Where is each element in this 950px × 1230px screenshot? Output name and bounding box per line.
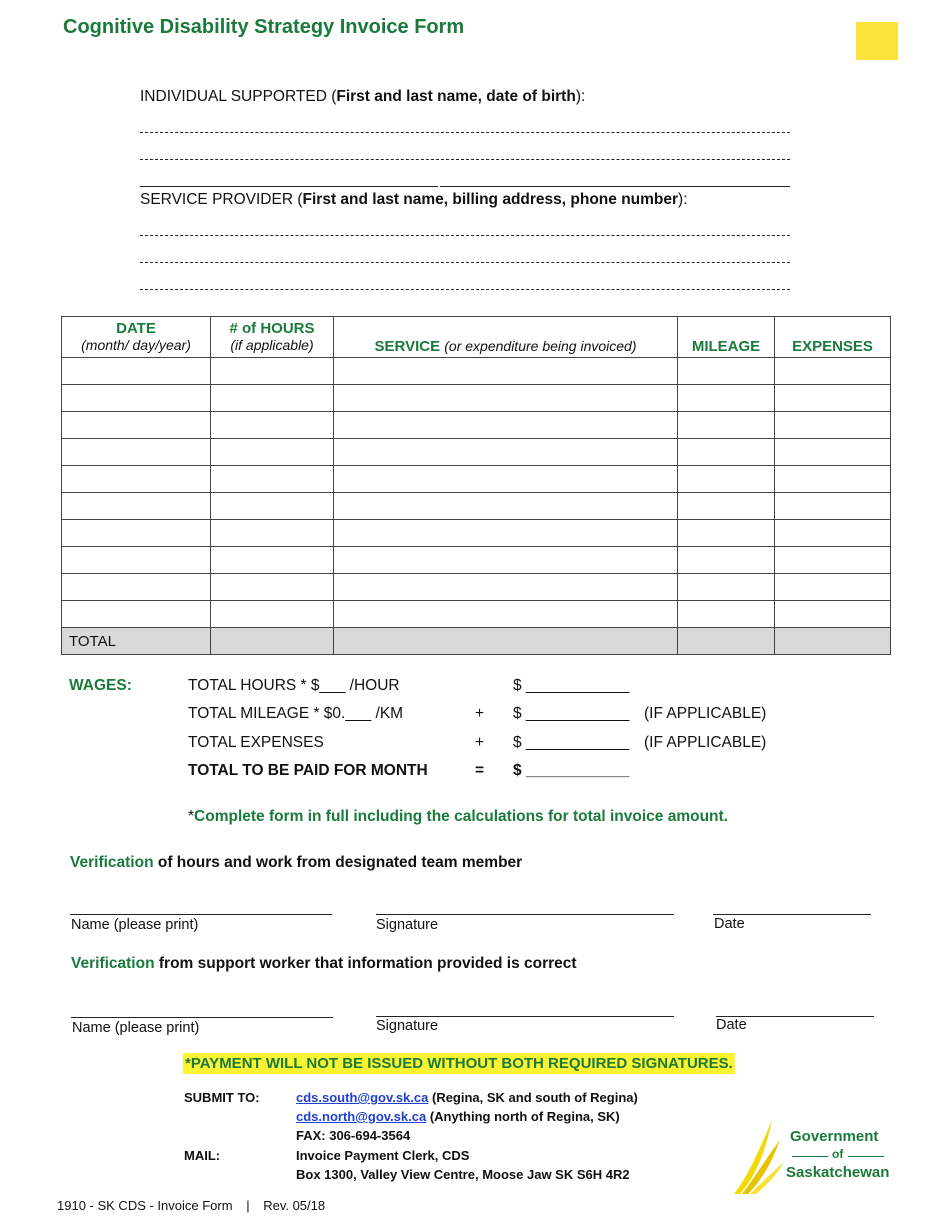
provider-line-3[interactable] — [140, 289, 790, 290]
wage-row-total-amount[interactable]: $ ____________ — [513, 762, 630, 779]
wage-row-mileage-note: (IF APPLICABLE) — [644, 705, 767, 722]
v2-signature-caption: Signature — [376, 1018, 439, 1034]
complete-note-star: * — [188, 808, 195, 825]
table-body — [62, 358, 891, 655]
table-row — [62, 520, 891, 547]
table-cell[interactable] — [62, 466, 211, 493]
logo-line-2: of — [832, 1147, 844, 1161]
total-label: TOTAL — [62, 628, 211, 655]
wheat-sheaf-icon — [728, 1118, 788, 1196]
v2-name-line[interactable] — [71, 1017, 333, 1018]
logo-rule-left — [792, 1156, 828, 1157]
table-cell[interactable] — [678, 439, 775, 466]
logo-line-1: Government — [790, 1128, 879, 1145]
table-cell[interactable] — [334, 601, 678, 628]
table-cell[interactable] — [211, 439, 334, 466]
provider-line-2[interactable] — [140, 262, 790, 263]
table-cell[interactable] — [62, 385, 211, 412]
v1-signature-line[interactable] — [376, 914, 674, 915]
invoice-table — [61, 316, 891, 655]
table-cell[interactable] — [62, 493, 211, 520]
provider-label-prefix: SERVICE PROVIDER ( — [140, 191, 303, 208]
v1-date-line[interactable] — [713, 914, 871, 915]
table-cell[interactable] — [334, 412, 678, 439]
col-date-title: DATE — [116, 320, 156, 337]
government-logo — [728, 1118, 898, 1196]
table-cell[interactable] — [775, 358, 891, 385]
table-cell[interactable] — [334, 493, 678, 520]
mail-label: MAIL: — [184, 1148, 221, 1163]
table-cell[interactable] — [211, 466, 334, 493]
col-hours-title: # of HOURS — [229, 320, 315, 337]
table-cell[interactable] — [678, 385, 775, 412]
table-cell[interactable] — [775, 466, 891, 493]
table-cell[interactable] — [775, 520, 891, 547]
table-cell[interactable] — [62, 547, 211, 574]
provider-line-1[interactable] — [140, 235, 790, 236]
individual-label-suffix: ): — [575, 88, 586, 105]
provider-label — [140, 191, 688, 209]
table-cell[interactable] — [62, 439, 211, 466]
col-expenses-title: EXPENSES — [792, 338, 873, 355]
individual-label — [140, 88, 585, 106]
table-cell[interactable] — [211, 547, 334, 574]
form-title: Cognitive Disability Strategy Invoice Form — [63, 16, 465, 38]
email-south-line — [296, 1090, 638, 1105]
table-cell[interactable] — [211, 493, 334, 520]
col-hours-header — [211, 317, 334, 358]
footer — [57, 1198, 325, 1213]
col-hours-sub: (if applicable) — [230, 337, 314, 353]
verification-1-green: Verification — [70, 854, 154, 871]
wage-row-expenses: TOTAL EXPENSES — [188, 734, 324, 751]
verification-1-rest: of hours and work from designated team member — [153, 854, 523, 871]
table-row — [62, 385, 891, 412]
mail-address-line-2: Box 1300, Valley View Centre, Moose Jaw SK S6H 4R2 — [296, 1167, 630, 1182]
provider-label-bold: First and last name, billing address, phone number — [302, 191, 679, 208]
table-cell[interactable] — [334, 385, 678, 412]
yellow-marker — [856, 22, 898, 60]
wages-label: WAGES: — [69, 677, 132, 694]
col-service-sub: (or expenditure being invoiced) — [444, 338, 637, 354]
email-north-note: (Anything north of Regina, SK) — [426, 1109, 620, 1124]
table-cell[interactable] — [334, 466, 678, 493]
individual-line-2[interactable] — [140, 159, 790, 160]
total-cell[interactable] — [775, 628, 891, 655]
total-cell[interactable] — [678, 628, 775, 655]
v2-name-caption: Name (please print) — [72, 1020, 200, 1036]
verification-2-green: Verification — [71, 955, 155, 972]
table-cell[interactable] — [211, 385, 334, 412]
wage-row-expenses-note: (IF APPLICABLE) — [644, 734, 767, 751]
table-cell[interactable] — [775, 547, 891, 574]
v2-date-caption: Date — [716, 1017, 747, 1033]
col-date-sub: (month/ day/year) — [81, 337, 191, 353]
individual-label-bold: First and last name, date of birth — [336, 88, 576, 105]
table-row — [62, 601, 891, 628]
v1-name-line[interactable] — [70, 914, 332, 915]
table-cell[interactable] — [334, 358, 678, 385]
table-cell[interactable] — [62, 358, 211, 385]
v1-signature-caption: Signature — [376, 917, 439, 933]
v1-name-caption: Name (please print) — [71, 917, 199, 933]
submit-label: SUBMIT TO: — [184, 1090, 260, 1105]
table-cell[interactable] — [62, 412, 211, 439]
table-cell[interactable] — [775, 385, 891, 412]
individual-line-1[interactable] — [140, 132, 790, 133]
wage-row-expenses-op: + — [475, 734, 485, 751]
v2-signature-line[interactable] — [376, 1016, 674, 1017]
total-cell[interactable] — [334, 628, 678, 655]
table-cell[interactable] — [211, 574, 334, 601]
col-mileage-title: MILEAGE — [691, 338, 761, 355]
wage-row-mileage-amount[interactable]: $ ____________ — [513, 705, 630, 722]
table-row — [62, 547, 891, 574]
table-cell[interactable] — [334, 547, 678, 574]
email-north-link[interactable]: cds.north@gov.sk.ca — [296, 1109, 427, 1124]
table-row — [62, 358, 891, 385]
table-row — [62, 466, 891, 493]
wage-row-total: TOTAL TO BE PAID FOR MONTH — [188, 762, 428, 779]
table-cell[interactable] — [211, 358, 334, 385]
verification-2-rest: from support worker that information provided is correct — [154, 955, 577, 972]
table-cell[interactable] — [678, 412, 775, 439]
email-south-note: (Regina, SK and south of Regina) — [428, 1090, 638, 1105]
table-cell[interactable] — [62, 520, 211, 547]
table-cell[interactable] — [775, 439, 891, 466]
table-cell[interactable] — [211, 412, 334, 439]
table-row — [62, 412, 891, 439]
individual-line-3b[interactable] — [440, 186, 790, 187]
table-cell[interactable] — [678, 520, 775, 547]
payment-warning: *PAYMENT WILL NOT BE ISSUED WITHOUT BOTH REQUIRED SIGNATURES. — [185, 1055, 733, 1072]
logo-rule-right — [848, 1156, 884, 1157]
col-date-header — [62, 317, 211, 358]
email-south-link[interactable]: cds.south@gov.sk.ca — [296, 1090, 429, 1105]
table-cell[interactable] — [775, 601, 891, 628]
table-cell[interactable] — [334, 520, 678, 547]
table-cell[interactable] — [211, 520, 334, 547]
mail-address-line-1: Invoice Payment Clerk, CDS — [296, 1148, 470, 1163]
wage-row-hours: TOTAL HOURS * $___ /HOUR — [188, 677, 400, 694]
provider-label-suffix: ): — [678, 191, 688, 208]
col-expenses-header — [775, 317, 891, 358]
table-cell[interactable] — [678, 466, 775, 493]
col-mileage-header — [678, 317, 775, 358]
footer-revision: Rev. 05/18 — [263, 1198, 326, 1213]
total-cell[interactable] — [211, 628, 334, 655]
table-cell[interactable] — [334, 439, 678, 466]
individual-line-3a[interactable] — [140, 186, 438, 187]
wage-row-expenses-amount[interactable]: $ ____________ — [513, 734, 630, 751]
table-cell[interactable] — [775, 493, 891, 520]
table-cell[interactable] — [211, 601, 334, 628]
table-cell[interactable] — [775, 574, 891, 601]
v1-date-caption: Date — [714, 916, 745, 932]
table-cell[interactable] — [62, 601, 211, 628]
table-row — [62, 493, 891, 520]
table-cell[interactable] — [678, 574, 775, 601]
logo-line-3: Saskatchewan — [786, 1164, 890, 1181]
complete-note-text: Complete form in full including the calculations for total invoice amount. — [194, 808, 728, 825]
table-cell[interactable] — [334, 574, 678, 601]
table-cell[interactable] — [678, 547, 775, 574]
table-cell[interactable] — [678, 601, 775, 628]
table-cell[interactable] — [775, 412, 891, 439]
wage-row-hours-amount[interactable]: $ ____________ — [513, 677, 630, 694]
col-service-title: SERVICE — [374, 338, 441, 355]
email-north-line — [296, 1109, 620, 1124]
footer-separator: | — [246, 1198, 250, 1213]
verification-2-heading — [71, 955, 577, 973]
table-total-row — [62, 628, 891, 655]
verification-1-heading — [70, 854, 522, 872]
wage-row-mileage: TOTAL MILEAGE * $0.___ /KM — [188, 705, 404, 722]
col-service-header — [334, 317, 678, 358]
wage-row-total-op: = — [475, 762, 485, 779]
fax-line: FAX: 306-694-3564 — [296, 1128, 411, 1143]
table-row — [62, 574, 891, 601]
table-cell[interactable] — [678, 358, 775, 385]
table-cell[interactable] — [678, 493, 775, 520]
wage-row-mileage-op: + — [475, 705, 485, 722]
complete-note — [188, 808, 728, 826]
footer-form-id: 1910 - SK CDS - Invoice Form — [57, 1198, 233, 1213]
table-cell[interactable] — [62, 574, 211, 601]
table-row — [62, 439, 891, 466]
individual-label-prefix: INDIVIDUAL SUPPORTED ( — [140, 88, 337, 105]
